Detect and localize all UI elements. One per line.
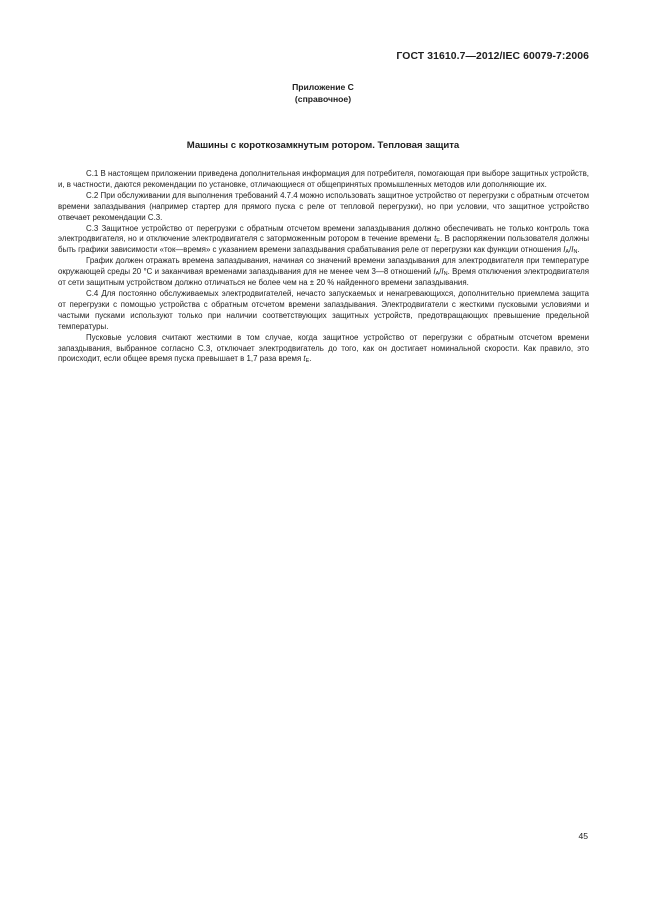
section-title: Машины с короткозамкнутым ротором. Тепловая защита	[186, 140, 460, 151]
subscript-n: N	[443, 271, 448, 278]
text-run: С.3 Защитное устройство от перегрузки с обратным отсчетом времени запаздывания должно обеспечивать не только контроль тока электродвигателя, но и отключение электродвигателя с заторможенным ротором в течение времени	[58, 223, 589, 244]
slash: /	[439, 267, 442, 277]
appendix-label: Приложение С	[292, 82, 354, 92]
text-run: График должен отражать времена запаздывания, начиная со значений времени запаздывания для электродвигателя при температуре окружающей среды 20 °С и заканчивая временами запаздывания для не менее чем 3—8 отношений	[58, 256, 589, 277]
appendix-heading	[0, 81, 646, 105]
subscript-a: A	[435, 271, 440, 278]
text-run: . Время отключения электродвигателя от сети защитным устройством должно отличаться не более чем на ± 20 % найденного времени запаздывания.	[58, 267, 589, 288]
subscript-e: E	[305, 358, 310, 365]
symbol-i: I	[571, 245, 574, 255]
text-run: Пусковые условия считают жесткими в том случае, когда защитное устройство от перегрузки с обратным отсчетом времени запаздывания, выбранное согласно С.3, отключает электродвигатель до того, как он достигает номинальной скорости. Как правило, это происходит, если общее время пуска превышает в 1,7 раза время	[58, 332, 589, 364]
subscript-n: N	[573, 249, 578, 256]
document-header: ГОСТ 31610.7—2012/IEC 60079-7:2006	[396, 51, 589, 62]
text-run: .	[577, 245, 580, 255]
text-run: .	[309, 354, 312, 364]
symbol-i: I	[563, 245, 566, 255]
body-text	[58, 169, 589, 365]
paragraph-c3	[58, 224, 589, 257]
paragraph-c1: С.1 В настоящем приложении приведена дополнительная информация для потребителя, помогающая при выборе защитных устройств, и, в частности, даются рекомендации по установке, отличающиеся от общепринятых промышленных методов или дополняющие их.	[58, 169, 589, 189]
symbol-i: I	[441, 267, 444, 277]
subscript-a: A	[565, 249, 570, 256]
symbol-t: t	[303, 354, 306, 364]
appendix-type: (справочное)	[294, 94, 352, 104]
symbol-i: I	[433, 267, 436, 277]
paragraph-start-conditions	[58, 333, 589, 366]
paragraph-c4: С.4 Для постоянно обслуживаемых электродвигателей, нечасто запускаемых и ненагревающихся, дополнительно приемлема защита от перегрузки с помощью устройства с обратным отсчетом времени запаздывания. Электродвигатели с жесткими пусковыми условиями и частыми пусками используют только при наличии соответствующих защитных устройств, предотвращающих превышение предельной температуры.	[58, 288, 589, 331]
text-run: . В распоряжении пользователя должны быть графики зависимости «ток—время» с указанием времени запаздывания срабатывания реле от перегрузки как функции отношения	[58, 234, 590, 255]
page-number: 45	[578, 831, 588, 841]
subscript-e: E	[436, 238, 440, 245]
paragraph-c2: С.2 При обслуживании для выполнения требований 4.7.4 можно использовать защитное устройство от перегрузки с обратным отсчетом времени запаздывания (например стартер для прямого пуска с реле от тепловой перегрузки), но при условии, что защитное устройство отвечает рекомендации С.3.	[58, 190, 589, 222]
symbol-t: t	[434, 234, 437, 244]
paragraph-graph	[58, 256, 589, 289]
slash: /	[569, 245, 572, 255]
